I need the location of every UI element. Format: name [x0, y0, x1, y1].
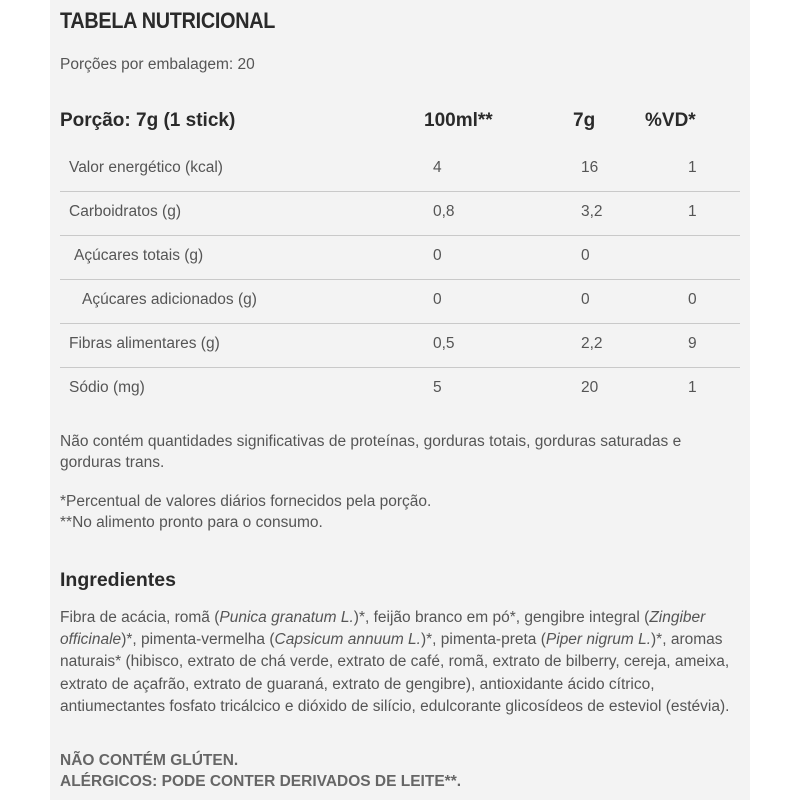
table-row	[60, 279, 740, 324]
row-per100: 0,5	[433, 335, 455, 352]
row-per100: 0,8	[433, 203, 455, 220]
row-vd: 1	[688, 159, 697, 176]
row-per100: 0	[433, 247, 442, 264]
ready-footnote: **No alimento pronto para o consumo.	[60, 514, 323, 531]
gluten-warning: NÃO CONTÉM GLÚTEN.	[60, 752, 239, 769]
ingredients-segment: )*, pimenta-preta (	[420, 631, 546, 649]
row-label: Valor energético (kcal)	[69, 159, 223, 176]
row-vd: 9	[688, 335, 697, 352]
header-portion: Porção: 7g (1 stick)	[60, 110, 236, 131]
table-row	[60, 147, 740, 192]
row-label: Sódio (mg)	[69, 379, 145, 396]
row-label: Açúcares adicionados (g)	[82, 291, 257, 308]
row-per7g: 3,2	[581, 203, 603, 220]
header-7g: 7g	[573, 110, 596, 131]
row-per7g: 16	[581, 159, 599, 176]
header-vd: %VD*	[645, 110, 696, 131]
row-per100: 4	[433, 159, 442, 176]
row-per100: 0	[433, 291, 442, 308]
row-per100: 5	[433, 379, 442, 396]
insignificant-note: Não contém quantidades significativas de proteínas, gorduras totais, gorduras saturadas e gorduras trans.	[60, 433, 682, 471]
ingredients-species: Zingiber officinale	[60, 609, 706, 649]
row-label: Fibras alimentares (g)	[69, 335, 220, 352]
table-row	[60, 191, 740, 236]
table-row	[60, 367, 740, 411]
row-label: Açúcares totais (g)	[74, 247, 204, 264]
table-header	[60, 110, 740, 136]
ingredients-segment: )*, feijão branco em pó*, gengibre integral (	[353, 609, 650, 626]
page-title: TABELA NUTRICIONAL	[60, 8, 276, 33]
row-per7g: 20	[581, 379, 599, 396]
row-per7g: 2,2	[581, 335, 603, 352]
table-row	[60, 323, 740, 368]
ingredients-segment: )*, pimenta-vermelha (	[121, 631, 275, 649]
row-vd: 1	[688, 203, 697, 220]
ingredients-species: Punica granatum L.	[219, 609, 354, 626]
allergen-warning: ALÉRGICOS: PODE CONTER DERIVADOS DE LEITE**.	[60, 773, 462, 790]
ingredients-title: Ingredientes	[60, 569, 176, 591]
ingredients-text	[60, 607, 744, 718]
servings-per-package: Porções por embalagem: 20	[60, 56, 255, 73]
row-vd: 1	[688, 379, 697, 396]
row-per7g: 0	[581, 247, 590, 264]
ingredients-species: Piper nigrum L.	[545, 631, 652, 649]
ingredients-segment: )*, aromas naturais* (hibisco, extrato de chá verde, extrato de café, romã, extrato de bilberry, cereja, ameixa, extrato de açafrão, extrato de guaraná, extrato de gengibre), antioxidante ácido cítrico, antiumectantes fosfato tricálcico e dióxido de silício, edulcorante glicosídeos de esteviol (estévia).	[60, 631, 730, 715]
row-label: Carboidratos (g)	[69, 203, 181, 220]
row-per7g: 0	[581, 291, 590, 308]
row-vd: 0	[688, 291, 697, 308]
ingredients-species: Capsicum annuum L.	[274, 631, 421, 649]
table-row	[60, 235, 740, 280]
vd-footnote: *Percentual de valores diários fornecidos pela porção.	[60, 493, 432, 510]
ingredients-segment: Fibra de acácia, romã (	[60, 609, 220, 626]
header-100ml: 100ml**	[424, 110, 493, 131]
